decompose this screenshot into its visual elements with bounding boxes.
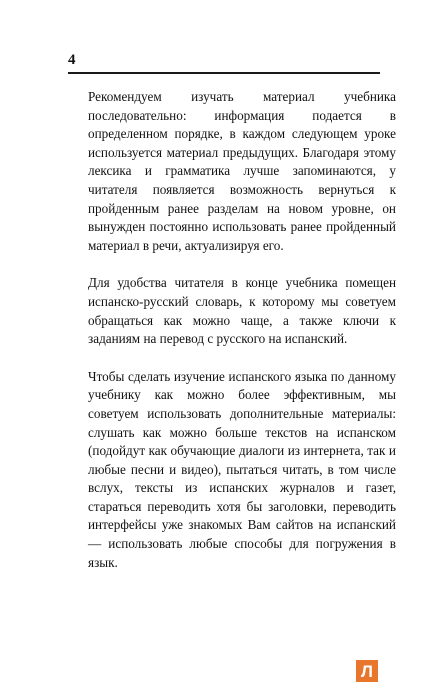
header-rule: [68, 72, 380, 74]
litres-logo-letter: Л: [361, 661, 373, 681]
page-number: 4: [68, 52, 76, 68]
paragraph-additional-materials: Чтобы сделать изучение испанского языка по данному учебнику как можно более эффективным, мы советуем использовать дополнительные материалы: слушать как можно больше текстов на испанском (подойдут как обучающие диалоги из интернета, так и любые песни и видео), пытаться читать, в том числе вслух, тексты из испанских журналов и газет, стараться переводить хотя бы заголовки, переводить интерфейсы уже знакомых Вам сайтов на испанский — использовать любые способы для погружения в язык.: [88, 368, 396, 570]
paragraph-study-sequence: Рекомендуем изучать материал учебника последовательно: информация подается в определенном порядке, в каждом следующем уроке используется материал предыдущих. Благодаря этому лексика и грамматика лучше запоминаются, у читателя появляется возможность вернуться к пройденным ранее разделам на новом уровне, он вынужден постоянно использовать ранее пройденный материал в речи, актуализируя его.: [88, 89, 396, 253]
paragraph-dictionary: Для удобства читателя в конце учебника помещен испанско-русский словарь, к которому мы советуем обращаться как можно чаще, а также ключи к заданиям на перевод с русского на испанский.: [88, 275, 396, 347]
litres-logo: [356, 660, 378, 682]
page-body: [88, 88, 396, 591]
